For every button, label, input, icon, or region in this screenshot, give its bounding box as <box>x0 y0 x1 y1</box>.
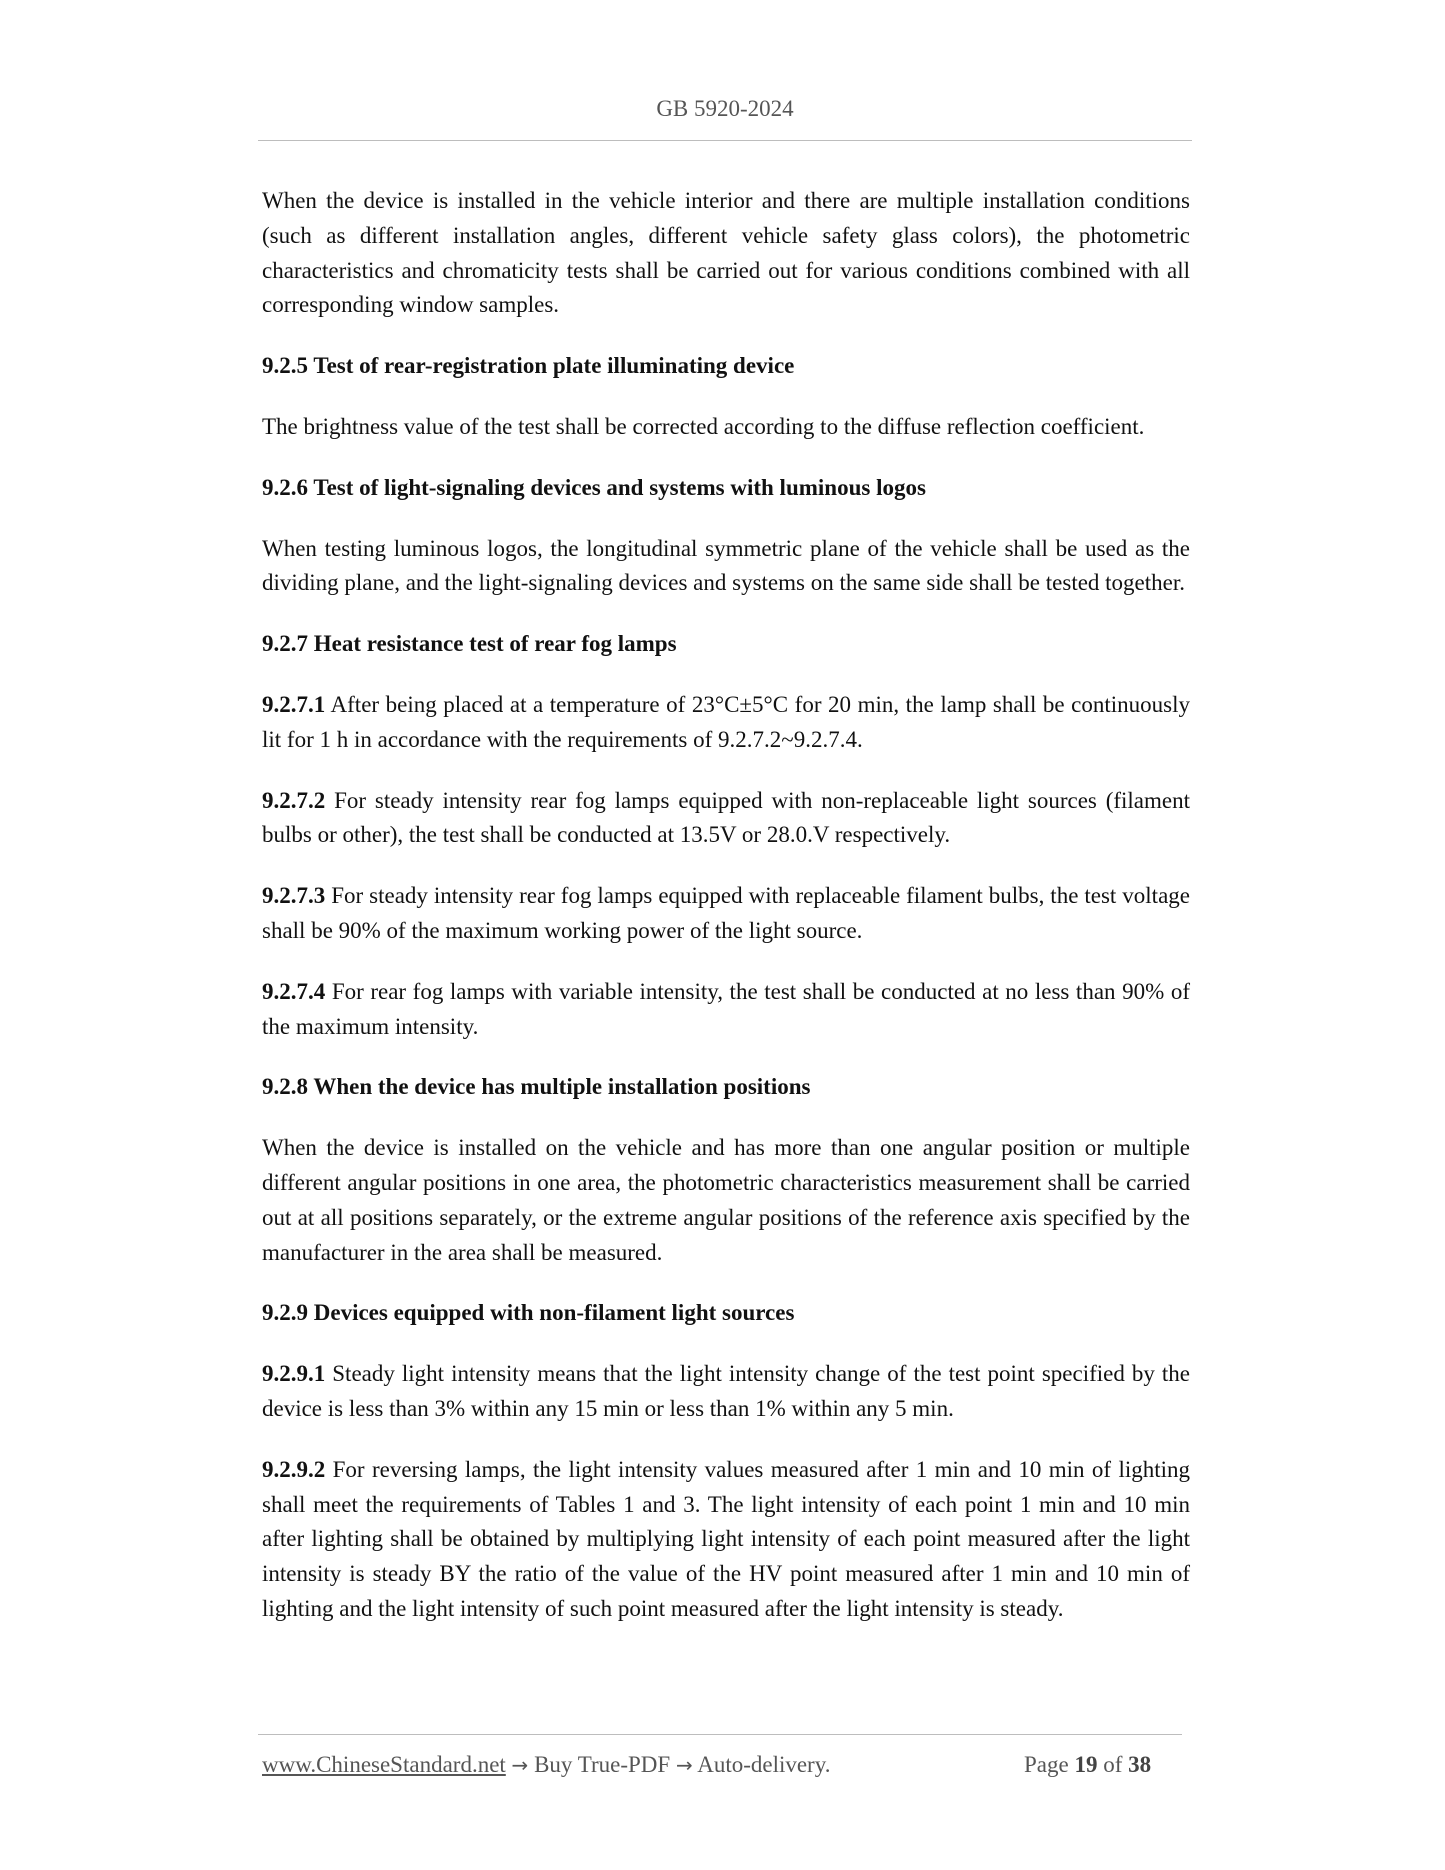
clause-number: 9.2.9.1 <box>262 1361 326 1387</box>
page-number <box>1024 1752 1151 1778</box>
footer-links <box>262 1752 830 1778</box>
buy-true-pdf-text: Buy True-PDF <box>534 1752 671 1777</box>
page-header-title: GB 5920-2024 <box>656 96 794 121</box>
clause-9-2-9-2 <box>262 1453 1190 1627</box>
clause-text: After being placed at a temperature of 23°C±5°C for 20 min, the lamp shall be continuously lit for 1 h in accordance with the requirements of 9.2.7.2~9.2.7.4. <box>262 691 1190 752</box>
paragraph-9-2-8: When the device is installed on the vehicle and has more than one angular position or multiple different angular positions in one area, the photometric characteristics measurement shall be carried out at all positions separately, or the extreme angular positions of the reference axis specified by the manufacturer in the area shall be measured. <box>262 1135 1190 1265</box>
clause-number: 9.2.7.3 <box>262 883 326 909</box>
heading-9-2-8: 9.2.8 When the device has multiple installation positions <box>262 1074 811 1100</box>
paragraph-installation-conditions: When the device is installed in the vehicle interior and there are multiple installation conditions (such as different installation angles, different vehicle safety glass colors), the photometric characteristics and chromaticity tests shall be carried out for various conditions combined with all corresponding window samples. <box>262 188 1190 318</box>
chinesestandard-link[interactable]: www.ChineseStandard.net <box>262 1752 506 1777</box>
clause-9-2-7-2 <box>262 784 1190 854</box>
clause-number: 9.2.7.4 <box>262 978 326 1004</box>
current-page-number: 19 <box>1074 1752 1098 1777</box>
clause-number: 9.2.7.2 <box>262 787 326 813</box>
header-divider <box>258 140 1192 141</box>
clause-9-2-7-1 <box>262 688 1190 758</box>
heading-9-2-6: 9.2.6 Test of light-signaling devices and systems with luminous logos <box>262 474 926 500</box>
total-pages-number: 38 <box>1128 1752 1152 1777</box>
clause-text: For steady intensity rear fog lamps equipped with non-replaceable light sources (filament bulbs or other), the test shall be conducted at 13.5V or 28.0.V respectively. <box>262 787 1190 848</box>
clause-number: 9.2.9.2 <box>262 1456 326 1482</box>
heading-9-2-5: 9.2.5 Test of rear-registration plate illuminating device <box>262 353 795 379</box>
paragraph-9-2-6: When testing luminous logos, the longitudinal symmetric plane of the vehicle shall be used as the dividing plane, and the light-signaling devices and systems on the same side shall be tested together. <box>262 535 1190 596</box>
clause-number: 9.2.7.1 <box>262 691 326 717</box>
arrow-right-icon: → <box>675 1753 693 1777</box>
clause-9-2-7-4 <box>262 975 1190 1045</box>
clause-text: Steady light intensity means that the light intensity change of the test point specified by the device is less than 3% within any 15 min or less than 1% within any 5 min. <box>262 1361 1190 1421</box>
footer-divider <box>258 1734 1182 1735</box>
clause-text: For reversing lamps, the light intensity values measured after 1 min and 10 min of lighting shall meet the requirements of Tables 1 and 3. The light intensity of each point 1 min and 10 min after lighting shall be obtained by multiplying light intensity of each point measured after the light intensity is steady BY the ratio of the value of the HV point measured after 1 min and 10 min of lighting and the light intensity of such point measured after the light intensity is steady. <box>262 1456 1190 1621</box>
heading-9-2-7: 9.2.7 Heat resistance test of rear fog lamps <box>262 631 677 657</box>
heading-9-2-9: 9.2.9 Devices equipped with non-filament light sources <box>262 1300 795 1326</box>
clause-9-2-7-3 <box>262 879 1190 949</box>
arrow-right-icon: → <box>511 1753 529 1777</box>
of-label: of <box>1103 1752 1123 1777</box>
page-label: Page <box>1024 1752 1069 1777</box>
paragraph-9-2-5: The brightness value of the test shall be corrected according to the diffuse reflection coefficient. <box>262 413 1145 439</box>
clause-text: For rear fog lamps with variable intensity, the test shall be conducted at no less than 90% of the maximum intensity. <box>262 978 1190 1039</box>
document-body <box>262 184 1190 1653</box>
clause-9-2-9-1 <box>262 1357 1190 1427</box>
clause-text: For steady intensity rear fog lamps equipped with replaceable filament bulbs, the test voltage shall be 90% of the maximum working power of the light source. <box>262 883 1190 943</box>
auto-delivery-text: Auto-delivery. <box>697 1752 831 1777</box>
